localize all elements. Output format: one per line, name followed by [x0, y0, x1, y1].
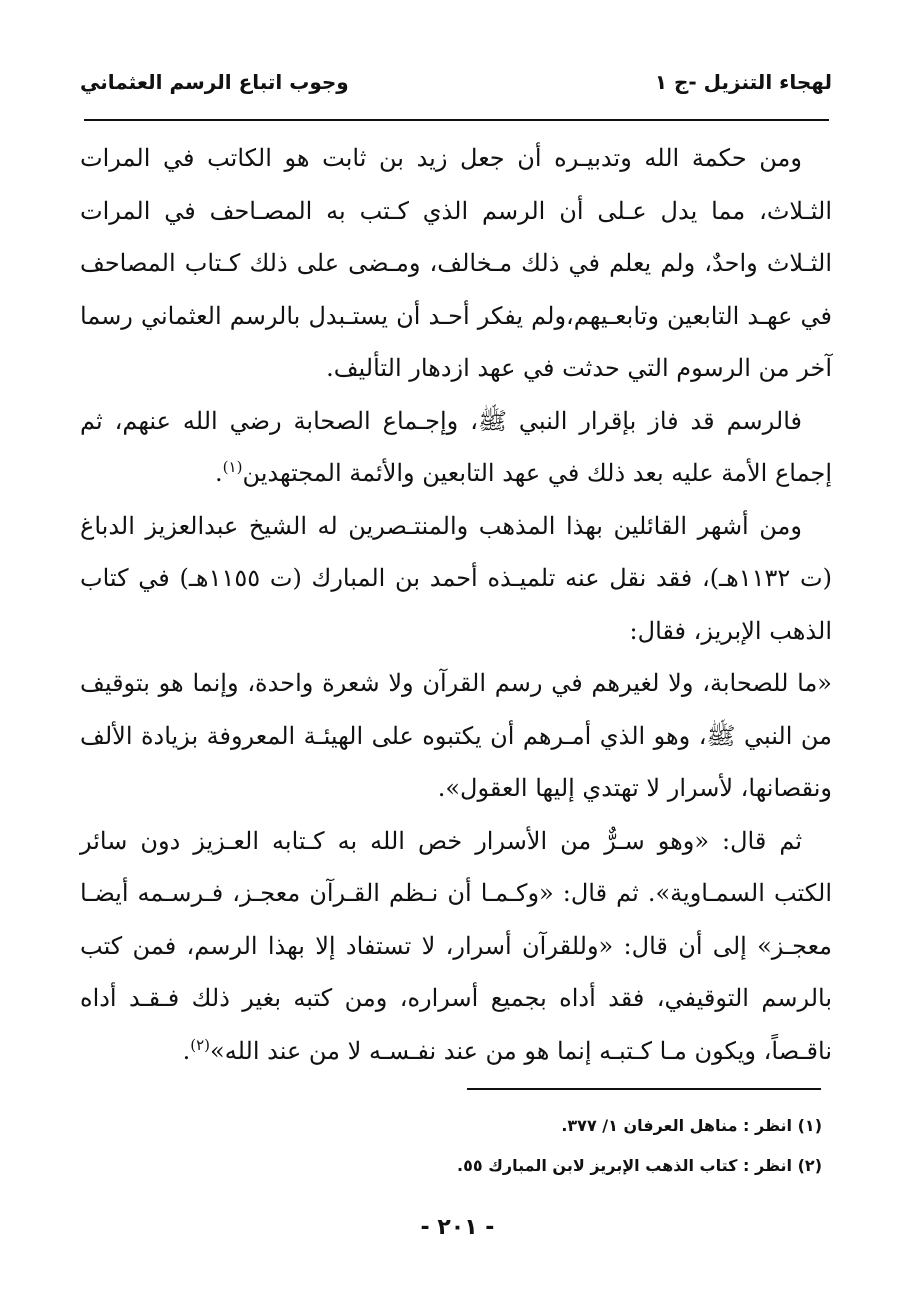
paragraph-2-end: . [215, 459, 223, 487]
book-title: لهجاء التنزيل -ج ١ [654, 70, 832, 94]
paragraph-1 [80, 132, 832, 395]
paragraph-5-text: ثم قال: «وهو سـرٌّ من الأسرار خص الله به كـتابه العـزيز دون سائر الكتب السمـاوية». ثم قال: «وكـمـا أن نـظم القـرآن معجـز، فـرسـمه أيضـا معجـز» إلى أن قال: «وللقرآن أسرار، لا تستفاد إلا بهذا الرسم، فمن كتب بالرسم التوقيفي، فقد أداه بجميع أسراره، ومن كتبه بغير ذلك فـقـد أداه ناقـصاً، ويكون مـا كـتبـه إنما هو من عند نفـسـه لا من عند الله» [80, 826, 832, 1065]
paragraph-5 [80, 815, 832, 1078]
footnote-divider [467, 1088, 821, 1090]
paragraph-2-text: فالرسم قد فاز بإقرار النبي ﷺ، وإجـماع الصحابة رضي الله عنهم، ثم إجماع الأمة عليه بعد ذلك في عهد التابعين والأئمة المجتهدين [80, 406, 832, 487]
paragraph-1-text: ومن حكمة الله وتدبيـره أن جعل زيد بن ثابت هو الكاتب في المرات الثـلاث، مما يدل عـلى أن الرسم الذي كـتب به المصـاحف في المرات الثـلاث واحدٌ، ولم يعلم في ذلك مـخالف، ومـضى على ذلك كـتاب المصاحف في عهـد التابعين وتابعـيهم،ولم يفكر أحـد أن يستـبدل بالرسم العثماني رسما آخر من الرسوم التي حدثت في عهد ازدهار التأليف. [80, 144, 833, 382]
main-text [80, 132, 832, 1077]
paragraph-4-quote [80, 657, 832, 815]
paragraph-2 [80, 395, 832, 500]
paragraph-5-end: . [182, 1036, 191, 1065]
header-divider [84, 119, 829, 121]
footnote-marker-1: (١) [222, 458, 243, 476]
footnote-1: (١) انظر : مناهل العرفان ١/ ٣٧٧. [561, 1116, 822, 1135]
page-number: - ٢٠١ - [420, 1215, 495, 1240]
running-header [80, 70, 832, 110]
paragraph-4-text: «ما للصحابة، ولا لغيرهم في رسم القرآن ولا شعرة واحدة، وإنما هو بتوقيف من النبي ﷺ، وهو الذي أمـرهم أن يكتبوه على الهيئـة المعروفة بزيادة الألف ونقصانها، لأسرار لا تهتدي إليها العقول». [80, 669, 832, 802]
paragraph-3-text: ومن أشهر القائلين بهذا المذهب والمنتـصرين له الشيخ عبدالعزيز الدباغ (ت ١١٣٢هـ)، فقد نقل عنه تلميـذه أحمد بن المبارك (ت ١١٥٥هـ) في كتاب الذهب الإبريز، فقال: [80, 511, 832, 645]
paragraph-3 [80, 500, 832, 658]
footnote-2: (٢) انظر : كتاب الذهب الإبريز لابن المبارك ٥٥. [457, 1156, 822, 1175]
chapter-title: وجوب اتباع الرسم العثماني [80, 70, 349, 94]
footnote-marker-2: (٢) [190, 1035, 211, 1054]
footnotes [380, 1106, 822, 1186]
